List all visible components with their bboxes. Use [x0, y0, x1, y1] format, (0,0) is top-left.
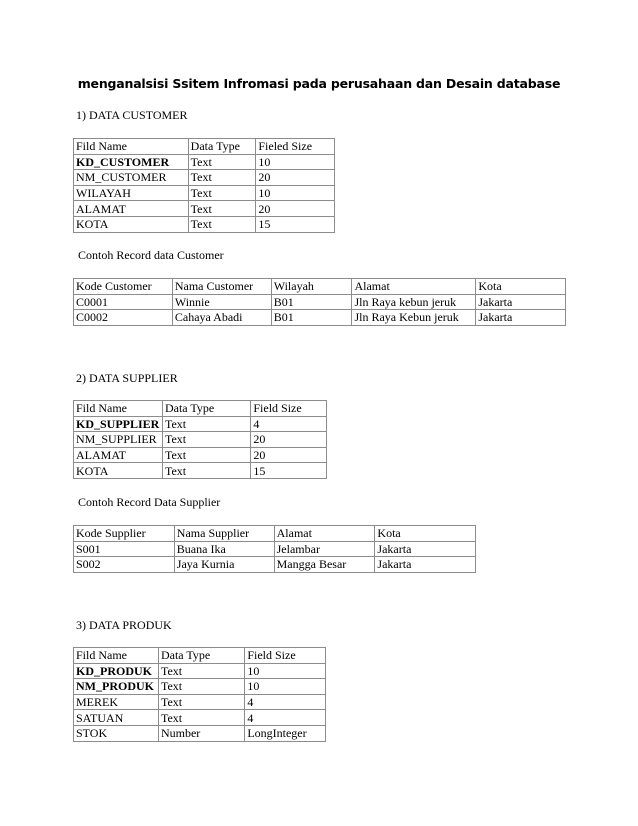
sample-caption-customer: Contoh Record data Customer	[78, 248, 224, 262]
data-type-cell: Text	[158, 694, 244, 710]
column-header: Alamat	[274, 526, 375, 542]
field-size-cell: 4	[245, 710, 326, 726]
field-name-cell: SATUAN	[74, 710, 159, 726]
field-name-cell: WILAYAH	[74, 185, 189, 201]
table-row	[74, 725, 326, 741]
table-row	[74, 447, 327, 463]
customer-structure-table	[73, 138, 335, 233]
table-cell: C0002	[74, 310, 173, 326]
data-type-cell: Text	[162, 432, 250, 448]
field-name-cell: STOK	[74, 725, 159, 741]
section-heading-supplier: 2) DATA SUPPLIER	[76, 371, 178, 385]
column-header: Kota	[476, 279, 566, 295]
data-type-cell: Text	[162, 447, 250, 463]
table-cell: Winnie	[172, 294, 271, 310]
table-header-row	[74, 526, 476, 542]
column-header: Wilayah	[271, 279, 352, 295]
table-row	[74, 294, 566, 310]
data-type-cell: Number	[158, 725, 244, 741]
section-heading-produk: 3) DATA PRODUK	[76, 618, 172, 632]
field-name-cell: NM_SUPPLIER	[74, 432, 163, 448]
section-heading-customer: 1) DATA CUSTOMER	[76, 108, 188, 122]
table-header-row	[74, 279, 566, 295]
field-name-cell: KD_SUPPLIER	[74, 416, 163, 432]
table-row	[74, 310, 566, 326]
data-type-cell: Text	[162, 463, 250, 479]
table-cell: Buana Ika	[174, 541, 274, 557]
table-cell: S001	[74, 541, 175, 557]
column-header: Nama Customer	[172, 279, 271, 295]
column-header: Fieled Size	[256, 139, 335, 155]
field-name-cell: KOTA	[74, 463, 163, 479]
field-name-cell: MEREK	[74, 694, 159, 710]
field-size-cell: 10	[256, 154, 335, 170]
field-size-cell: 15	[256, 216, 335, 232]
field-size-cell: 20	[256, 201, 335, 217]
column-header: Data Type	[158, 648, 244, 664]
column-header: Nama Supplier	[174, 526, 274, 542]
table-row	[74, 154, 335, 170]
field-size-cell: 20	[251, 432, 327, 448]
field-name-cell: ALAMAT	[74, 447, 163, 463]
table-row	[74, 710, 326, 726]
table-cell: B01	[271, 294, 352, 310]
column-header: Kode Supplier	[74, 526, 175, 542]
table-header-row	[74, 401, 327, 417]
table-cell: S002	[74, 557, 175, 573]
column-header: Data Type	[162, 401, 250, 417]
column-header: Fild Name	[74, 139, 189, 155]
column-header: Alamat	[352, 279, 476, 295]
table-header-row	[74, 139, 335, 155]
produk-structure-table	[73, 647, 326, 742]
field-size-cell: 4	[245, 694, 326, 710]
table-row	[74, 185, 335, 201]
customer-sample-table	[73, 278, 566, 326]
column-header: Kota	[375, 526, 476, 542]
table-cell: Jakarta	[476, 294, 566, 310]
table-row	[74, 416, 327, 432]
table-row	[74, 170, 335, 186]
table-row	[74, 541, 476, 557]
data-type-cell: Text	[188, 216, 256, 232]
supplier-sample-table	[73, 525, 476, 573]
data-type-cell: Text	[188, 154, 256, 170]
sample-caption-supplier: Contoh Record Data Supplier	[78, 495, 221, 509]
supplier-structure-table	[73, 400, 327, 479]
table-cell: B01	[271, 310, 352, 326]
field-size-cell: 4	[251, 416, 327, 432]
table-cell: Jln Raya Kebun jeruk	[352, 310, 476, 326]
data-type-cell: Text	[188, 185, 256, 201]
field-name-cell: KD_CUSTOMER	[74, 154, 189, 170]
column-header: Field Size	[245, 648, 326, 664]
table-cell: Jakarta	[375, 541, 476, 557]
table-cell: Jelambar	[274, 541, 375, 557]
table-cell: Jaya Kurnia	[174, 557, 274, 573]
table-row	[74, 201, 335, 217]
field-size-cell: 15	[251, 463, 327, 479]
field-name-cell: KOTA	[74, 216, 189, 232]
table-cell: Jakarta	[476, 310, 566, 326]
field-name-cell: ALAMAT	[74, 201, 189, 217]
column-header: Kode Customer	[74, 279, 173, 295]
table-row	[74, 663, 326, 679]
column-header: Data Type	[188, 139, 256, 155]
field-size-cell: LongInteger	[245, 725, 326, 741]
table-row	[74, 432, 327, 448]
table-cell: Jln Raya kebun jeruk	[352, 294, 476, 310]
field-size-cell: 10	[245, 679, 326, 695]
field-size-cell: 10	[256, 185, 335, 201]
data-type-cell: Text	[158, 679, 244, 695]
data-type-cell: Text	[158, 663, 244, 679]
table-cell: Mangga Besar	[274, 557, 375, 573]
table-row	[74, 679, 326, 695]
data-type-cell: Text	[188, 170, 256, 186]
data-type-cell: Text	[162, 416, 250, 432]
table-cell: C0001	[74, 294, 173, 310]
data-type-cell: Text	[188, 201, 256, 217]
table-cell: Cahaya Abadi	[172, 310, 271, 326]
table-row	[74, 557, 476, 573]
column-header: Fild Name	[74, 648, 159, 664]
field-size-cell: 10	[245, 663, 326, 679]
table-cell: Jakarta	[375, 557, 476, 573]
field-name-cell: NM_CUSTOMER	[74, 170, 189, 186]
column-header: Field Size	[251, 401, 327, 417]
table-row	[74, 216, 335, 232]
field-name-cell: KD_PRODUK	[74, 663, 159, 679]
field-size-cell: 20	[256, 170, 335, 186]
data-type-cell: Text	[158, 710, 244, 726]
table-header-row	[74, 648, 326, 664]
field-name-cell: NM_PRODUK	[74, 679, 159, 695]
column-header: Fild Name	[74, 401, 163, 417]
table-row	[74, 463, 327, 479]
page-title: menganalsisi Ssitem Infromasi pada perusahaan dan Desain database	[77, 76, 561, 91]
table-row	[74, 694, 326, 710]
field-size-cell: 20	[251, 447, 327, 463]
